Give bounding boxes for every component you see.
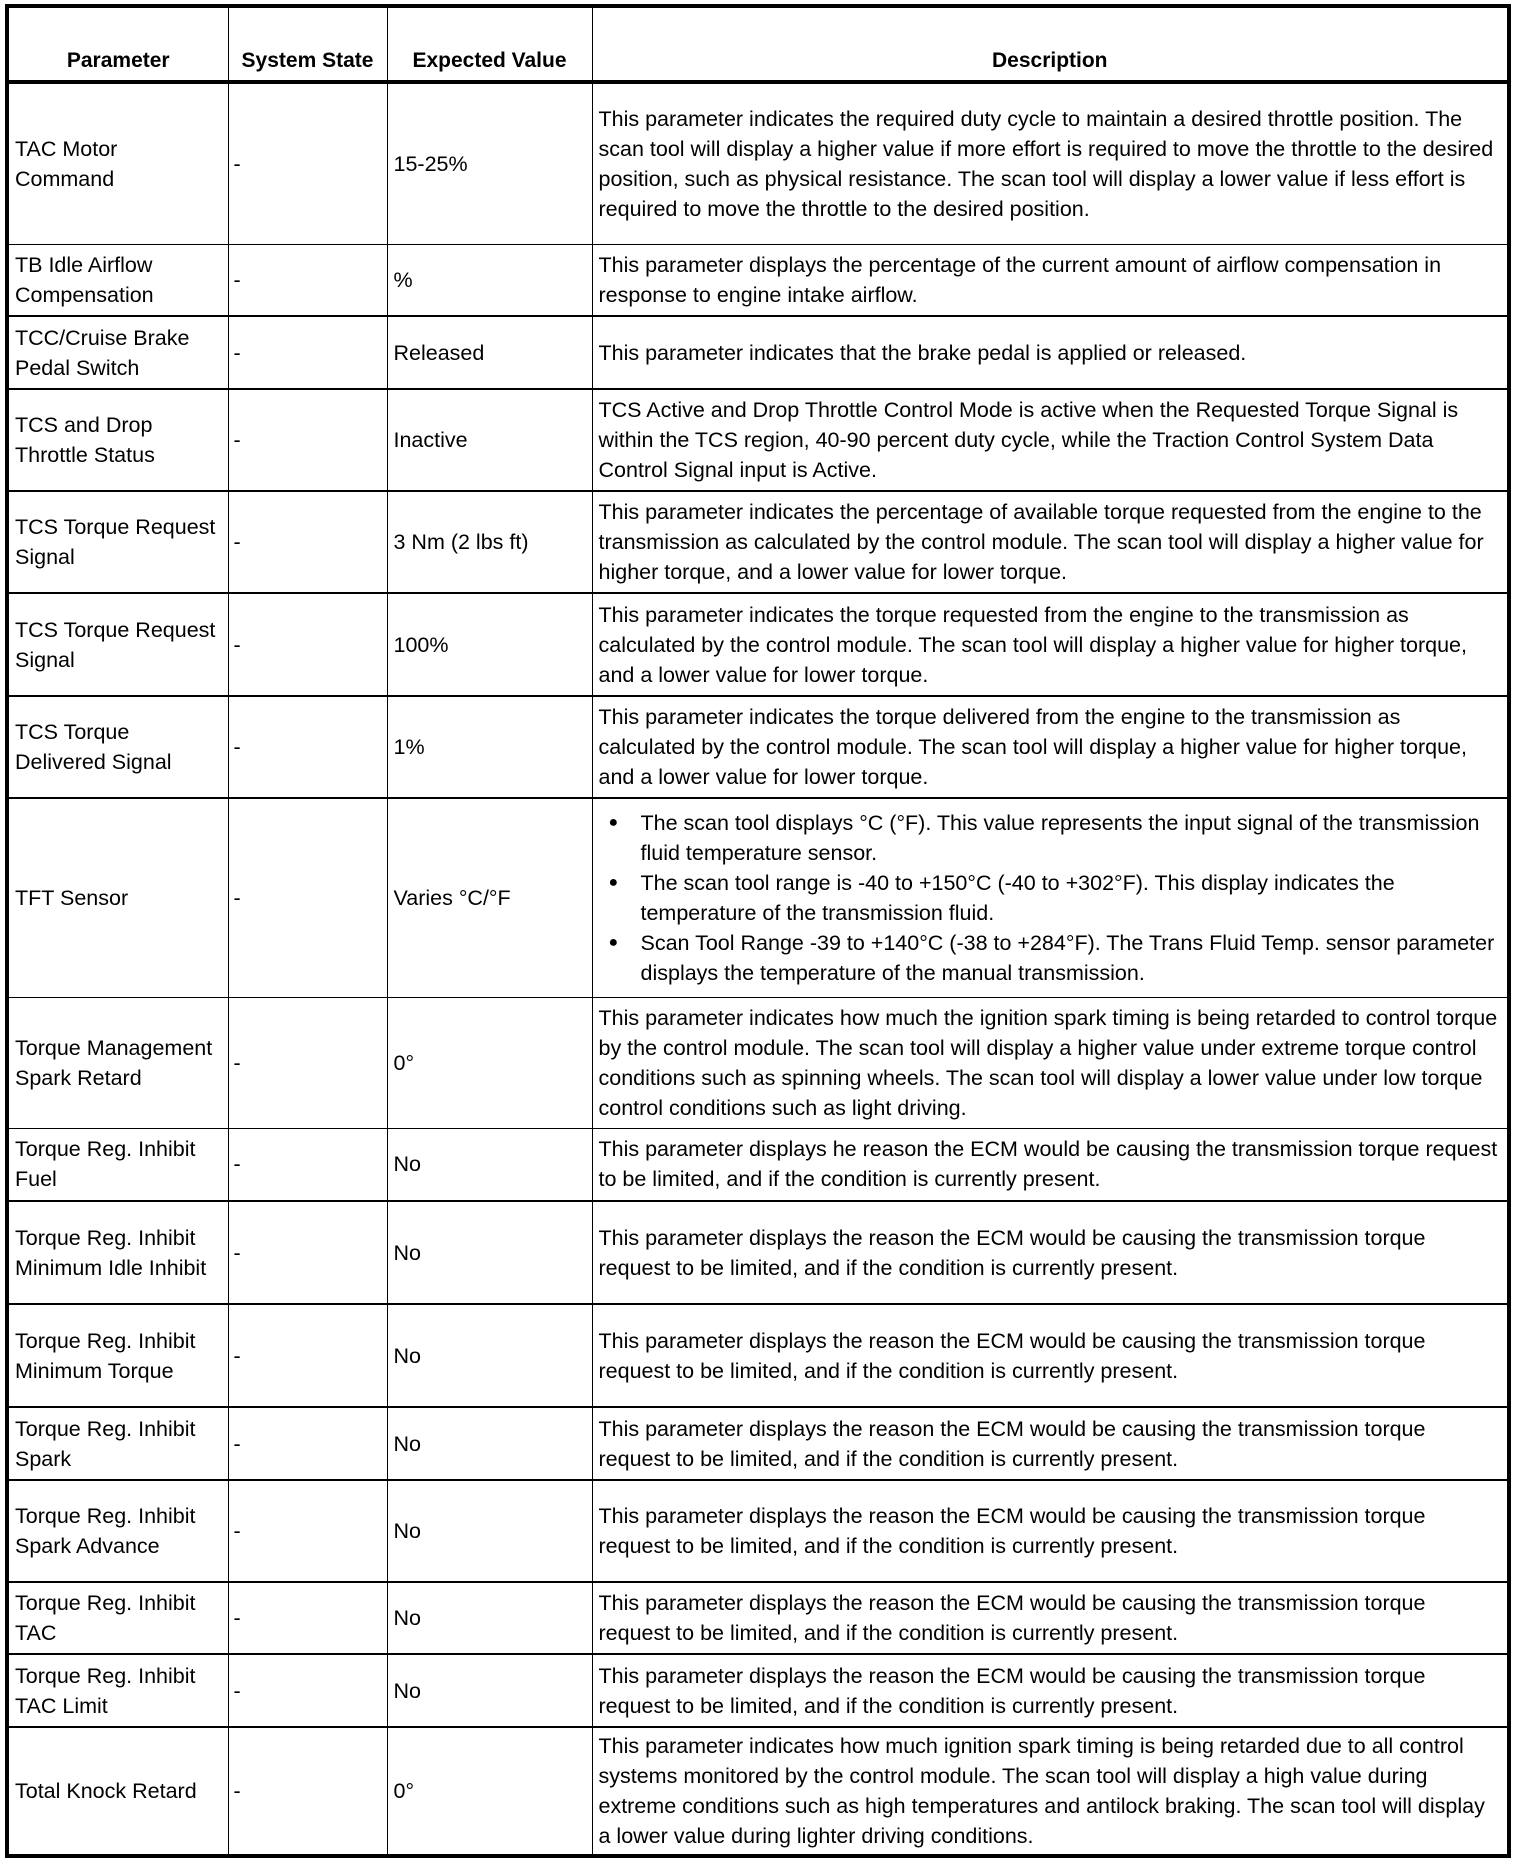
parameter-cell: TCC/Cruise Brake Pedal Switch <box>7 316 228 389</box>
expected-value-cell: 3 Nm (2 lbs ft) <box>387 491 592 593</box>
table-row <box>7 389 1509 491</box>
expected-value-cell: No <box>387 1304 592 1407</box>
parameter-cell: Torque Reg. Inhibit Minimum Idle Inhibit <box>7 1201 228 1304</box>
description-bullet: ● The scan tool range is -40 to +150°C (-40 to +302°F). This display indicates the temperature of the transmission fluid. <box>599 868 1502 928</box>
system-state-cell: - <box>228 1727 387 1856</box>
system-state-cell: - <box>228 696 387 798</box>
parameter-cell: TCS and Drop Throttle Status <box>7 389 228 491</box>
table-body <box>7 82 1509 1856</box>
expected-value-cell: No <box>387 1201 592 1304</box>
description-cell: This parameter displays the reason the ECM would be causing the transmission torque request to be limited, and if the condition is currently present. <box>592 1654 1509 1727</box>
parameter-cell: Torque Management Spark Retard <box>7 997 228 1128</box>
parameter-cell: TCS Torque Delivered Signal <box>7 696 228 798</box>
system-state-cell: - <box>228 244 387 316</box>
description-cell: This parameter indicates the torque delivered from the engine to the transmission as calculated by the control module. The scan tool will display a higher value for higher torque, and a lower value for lower torque. <box>592 696 1509 798</box>
description-cell: This parameter displays he reason the ECM would be causing the transmission torque request to be limited, and if the condition is currently present. <box>592 1128 1509 1201</box>
description-cell: This parameter indicates the percentage of available torque requested from the engine to the transmission as calculated by the control module. The scan tool will display a higher value for higher torque, and a lower value for lower torque. <box>592 491 1509 593</box>
parameter-cell: Torque Reg. Inhibit TAC Limit <box>7 1654 228 1727</box>
system-state-cell: - <box>228 82 387 244</box>
system-state-cell: - <box>228 491 387 593</box>
table-header-row <box>7 6 1509 82</box>
table-row <box>7 244 1509 316</box>
table-row <box>7 997 1509 1128</box>
table-row <box>7 798 1509 997</box>
expected-value-cell: No <box>387 1407 592 1480</box>
parameter-cell: TFT Sensor <box>7 798 228 997</box>
parameter-cell: Total Knock Retard <box>7 1727 228 1856</box>
expected-value-cell: No <box>387 1480 592 1582</box>
system-state-cell: - <box>228 1654 387 1727</box>
system-state-cell: - <box>228 1201 387 1304</box>
table-row <box>7 1407 1509 1480</box>
expected-value-cell: No <box>387 1128 592 1201</box>
expected-value-cell: % <box>387 244 592 316</box>
table-row <box>7 316 1509 389</box>
expected-value-cell: 15-25% <box>387 82 592 244</box>
system-state-cell: - <box>228 798 387 997</box>
parameter-cell: TCS Torque Request Signal <box>7 593 228 696</box>
description-cell <box>592 798 1509 997</box>
system-state-cell: - <box>228 1480 387 1582</box>
header-system-state: System State <box>228 6 387 82</box>
parameter-cell: TAC Motor Command <box>7 82 228 244</box>
description-bullet: ● The scan tool displays °C (°F). This value represents the input signal of the transmission fluid temperature sensor. <box>599 808 1502 868</box>
parameter-cell: Torque Reg. Inhibit Spark Advance <box>7 1480 228 1582</box>
description-cell: This parameter displays the percentage of the current amount of airflow compensation in response to engine intake airflow. <box>592 244 1509 316</box>
table-row <box>7 1201 1509 1304</box>
expected-value-cell: 100% <box>387 593 592 696</box>
table-row <box>7 1128 1509 1201</box>
parameter-cell: TB Idle Airflow Compensation <box>7 244 228 316</box>
description-cell: This parameter displays the reason the ECM would be causing the transmission torque request to be limited, and if the condition is currently present. <box>592 1407 1509 1480</box>
header-parameter: Parameter <box>7 6 228 82</box>
expected-value-cell: Inactive <box>387 389 592 491</box>
expected-value-cell: No <box>387 1582 592 1654</box>
expected-value-cell: 0° <box>387 1727 592 1856</box>
table-row <box>7 1727 1509 1856</box>
description-bullet-list <box>599 808 1502 988</box>
system-state-cell: - <box>228 1582 387 1654</box>
table-row <box>7 1480 1509 1582</box>
expected-value-cell: No <box>387 1654 592 1727</box>
description-cell: TCS Active and Drop Throttle Control Mode is active when the Requested Torque Signal is within the TCS region, 40-90 percent duty cycle, while the Traction Control System Data Control Signal input is Active. <box>592 389 1509 491</box>
system-state-cell: - <box>228 1128 387 1201</box>
parameter-cell: Torque Reg. Inhibit Minimum Torque <box>7 1304 228 1407</box>
description-cell: This parameter displays the reason the ECM would be causing the transmission torque request to be limited, and if the condition is currently present. <box>592 1304 1509 1407</box>
header-description: Description <box>592 6 1509 82</box>
system-state-cell: - <box>228 316 387 389</box>
description-cell: This parameter indicates how much the ignition spark timing is being retarded to control torque by the control module. The scan tool will display a higher value under extreme torque control conditions such as spinning wheels. The scan tool will display a lower value under low torque control conditions such as light driving. <box>592 997 1509 1128</box>
expected-value-cell: 1% <box>387 696 592 798</box>
expected-value-cell: Varies °C/°F <box>387 798 592 997</box>
description-cell: This parameter indicates the required duty cycle to maintain a desired throttle position. The scan tool will display a higher value if more effort is required to move the throttle to the desired position, such as physical resistance. The scan tool will display a lower value if less effort is required to move the throttle to the desired position. <box>592 82 1509 244</box>
description-bullet: ● Scan Tool Range -39 to +140°C (-38 to +284°F). The Trans Fluid Temp. sensor parameter displays the temperature of the manual transmission. <box>599 928 1502 988</box>
description-cell: This parameter indicates how much ignition spark timing is being retarded due to all control systems monitored by the control module. The scan tool will display a high value during extreme conditions such as high temperatures and antilock braking. The scan tool will display a lower value during lighter driving conditions. <box>592 1727 1509 1856</box>
parameter-cell: TCS Torque Request Signal <box>7 491 228 593</box>
table-row <box>7 696 1509 798</box>
table-row <box>7 82 1509 244</box>
parameter-cell: Torque Reg. Inhibit Fuel <box>7 1128 228 1201</box>
table-row <box>7 1654 1509 1727</box>
parameter-cell: Torque Reg. Inhibit Spark <box>7 1407 228 1480</box>
header-expected-value: Expected Value <box>387 6 592 82</box>
description-cell: This parameter indicates that the brake pedal is applied or released. <box>592 316 1509 389</box>
system-state-cell: - <box>228 1407 387 1480</box>
description-cell: This parameter displays the reason the ECM would be causing the transmission torque request to be limited, and if the condition is currently present. <box>592 1201 1509 1304</box>
table-row <box>7 1582 1509 1654</box>
table-row <box>7 1304 1509 1407</box>
expected-value-cell: Released <box>387 316 592 389</box>
description-cell: This parameter indicates the torque requested from the engine to the transmission as calculated by the control module. The scan tool will display a higher value for higher torque, and a lower value for lower torque. <box>592 593 1509 696</box>
description-cell: This parameter displays the reason the ECM would be causing the transmission torque request to be limited, and if the condition is currently present. <box>592 1582 1509 1654</box>
table-row <box>7 593 1509 696</box>
description-cell: This parameter displays the reason the ECM would be causing the transmission torque request to be limited, and if the condition is currently present. <box>592 1480 1509 1582</box>
system-state-cell: - <box>228 593 387 696</box>
scan-tool-data-table <box>5 4 1511 1858</box>
parameter-cell: Torque Reg. Inhibit TAC <box>7 1582 228 1654</box>
expected-value-cell: 0° <box>387 997 592 1128</box>
system-state-cell: - <box>228 1304 387 1407</box>
system-state-cell: - <box>228 997 387 1128</box>
table-row <box>7 491 1509 593</box>
system-state-cell: - <box>228 389 387 491</box>
